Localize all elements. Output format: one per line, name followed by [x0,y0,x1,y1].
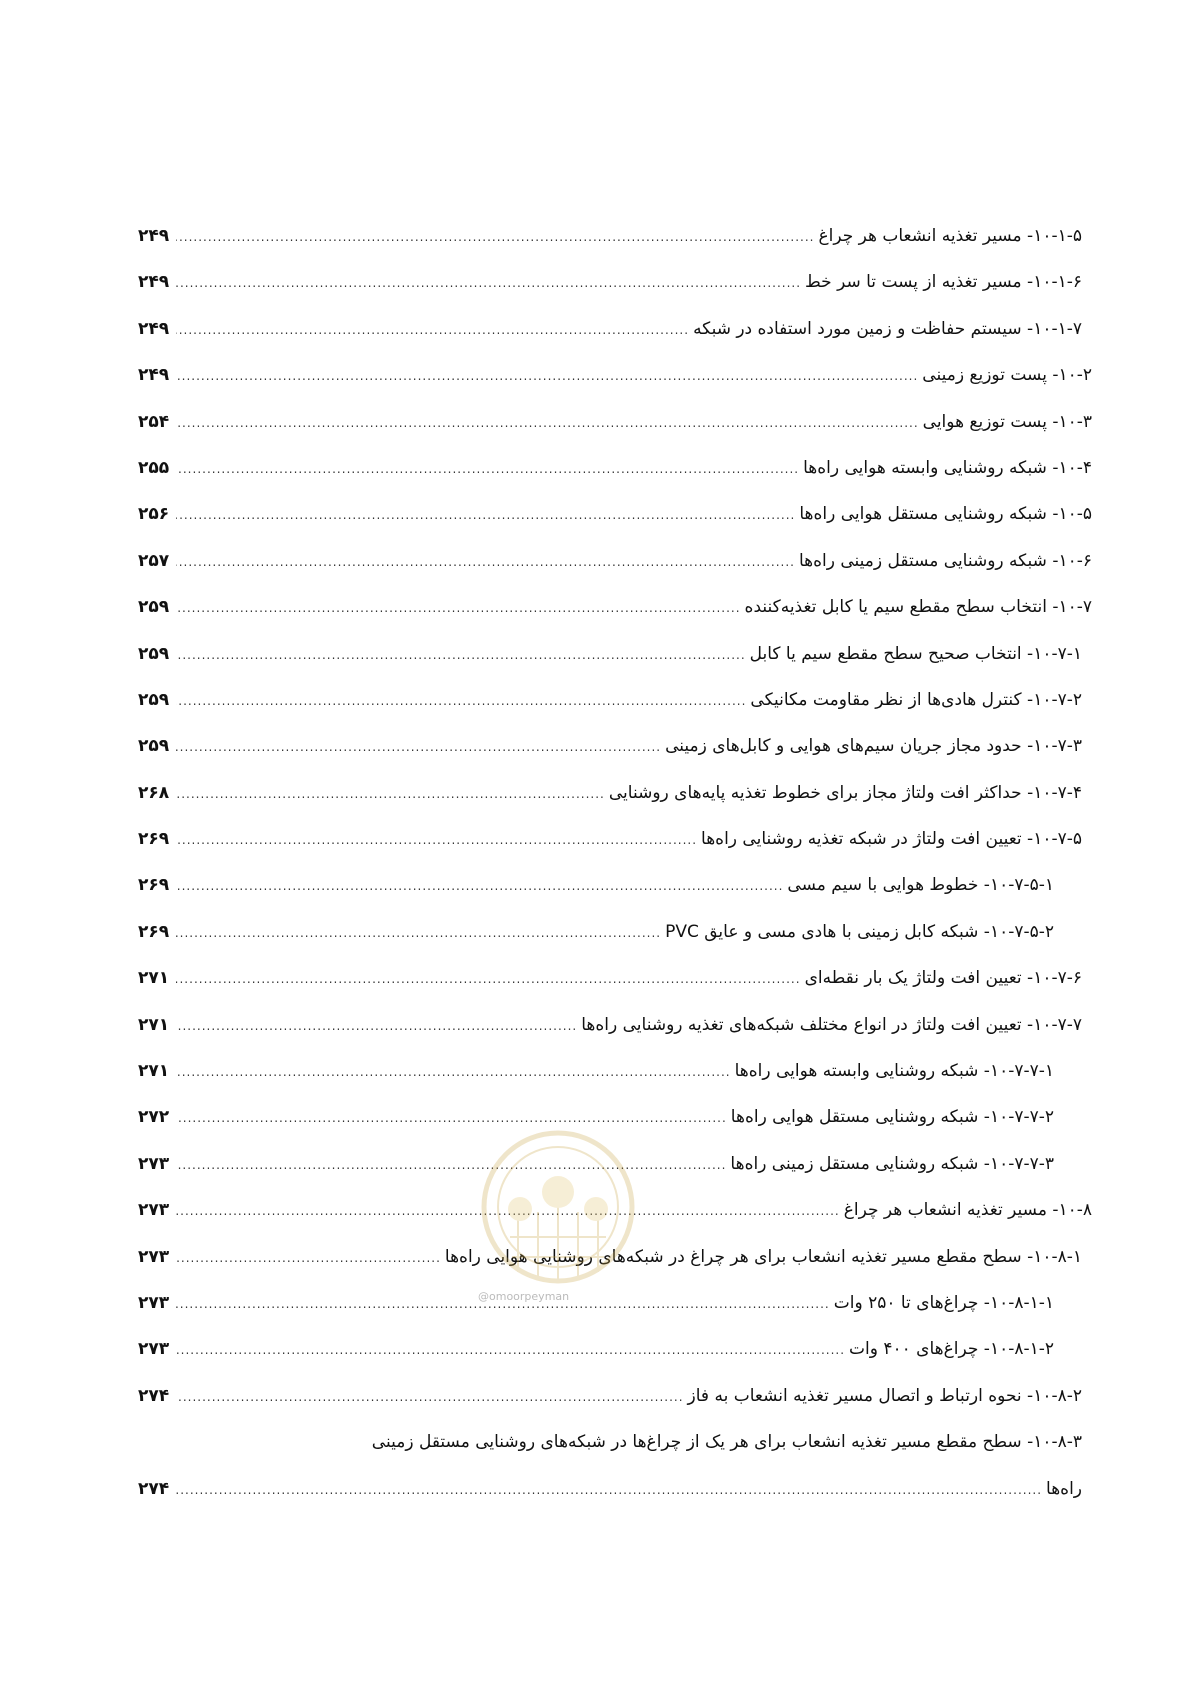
dot-leader [176,259,801,306]
toc-entry[interactable] [138,955,1092,1001]
toc-entry-page: ۲۶۹ [138,829,170,850]
toc-entry-page: ۲۷۱ [138,1061,170,1082]
toc-entry-title: ۱۰-۷-۱- انتخاب صحیح سطح مقطع سیم یا کابل [749,643,1082,664]
toc-entry-page: ۲۷۳ [138,1339,170,1360]
dot-leader [176,306,689,353]
dot-leader [176,631,746,678]
toc-entry[interactable] [138,306,1092,352]
toc-entry[interactable] [138,677,1092,723]
dot-leader [176,1094,727,1141]
toc-entry-wrapped-line[interactable]: ۱۰-۸-۳- سطح مقطع مسیر تغذیه انشعاب برای هر یک از چراغ‌ها در شبکه‌های روشنایی مستقل زمینی [371,1432,1082,1453]
dot-leader [176,909,661,956]
toc-entry-page: ۲۷۲ [138,1107,170,1128]
toc-entry-title: ۱۰-۸-۱-۲- چراغ‌های ۴۰۰ وات [849,1339,1054,1360]
dot-leader [176,491,795,538]
toc-entry-title: ۱۰-۷-۶- تعیین افت ولتاژ یک بار نقطه‌ای [804,968,1082,989]
toc-entry-page: ۲۵۴ [138,411,170,432]
dot-leader [176,677,746,724]
toc-entry-title: ۱۰-۵- شبکه روشنایی مستقل هوایی راه‌ها [799,504,1092,525]
toc-entry-page: ۲۷۳ [138,1200,170,1221]
toc-entry-title: ۱۰-۸-۱- سطح مقطع مسیر تغذیه انشعاب برای هر چراغ در شبکه‌های روشنایی هوایی راه‌ها [444,1246,1082,1267]
toc-entry-title: ۱۰-۴- شبکه روشنایی وابسته هوایی راه‌ها [803,457,1092,478]
toc-entry-page: ۲۷۱ [138,968,170,989]
toc-entry-title: ۱۰-۱-۶- مسیر تغذیه از پست تا سر خط [805,272,1082,293]
toc-entry[interactable] [138,491,1092,537]
dot-leader [176,816,697,863]
toc-entry-page: ۲۵۵ [138,457,170,478]
toc-entry[interactable] [138,1326,1092,1372]
toc-entry-page: ۲۴۹ [138,226,170,246]
toc-entry-title: ۱۰-۷-۷-۱- شبکه روشنایی وابسته هوایی راه‌ها [734,1061,1054,1082]
toc-entry-title: ۱۰-۶- شبکه روشنایی مستقل زمینی راه‌ها [798,550,1092,571]
toc-entry-title: ۱۰-۷-۲- کنترل هادی‌ها از نظر مقاومت مکانیکی [750,689,1082,710]
toc-entry[interactable] [138,584,1092,630]
toc-entry-title: ۱۰-۱-۷- سیستم حفاظت و زمین مورد استفاده در شبکه [693,318,1082,339]
toc-entry-page: ۲۷۱ [138,1014,170,1035]
toc-entry-page: ۲۶۹ [138,875,170,896]
dot-leader [176,862,783,909]
table-of-contents [138,213,1092,1512]
toc-entry-page: ۲۵۹ [138,597,170,618]
toc-entry[interactable] [138,538,1092,584]
toc-entry[interactable] [138,770,1092,816]
dot-leader [176,213,814,260]
toc-entry-page: ۲۵۹ [138,689,170,710]
toc-entry-page: ۲۵۹ [138,736,170,757]
toc-entry-page: ۲۵۶ [138,504,170,525]
toc-entry-page: ۲۴۹ [138,318,170,339]
dot-leader [176,1466,1042,1513]
toc-entry-title: ۱۰-۸-۲- نحوه ارتباط و اتصال مسیر تغذیه انشعاب به فاز [687,1385,1082,1406]
toc-entry-page: ۲۷۳ [138,1153,170,1174]
toc-entry-page: ۲۶۸ [138,782,170,803]
watermark-seal [478,1097,638,1302]
toc-entry-page: ۲۵۹ [138,643,170,664]
toc-entry[interactable] [138,1466,1092,1512]
toc-entry-page: ۲۷۴ [138,1478,170,1499]
toc-entry-title: ۱۰-۷-۵-۱- خطوط هوایی با سیم مسی [787,875,1054,896]
toc-entry-page: ۲۷۳ [138,1292,170,1313]
toc-entry[interactable] [138,445,1092,491]
toc-entry[interactable] [138,352,1092,398]
toc-entry-page: ۲۴۹ [138,272,170,293]
toc-entry-title: ۱۰-۷-۷-۲- شبکه روشنایی مستقل هوایی راه‌ها [730,1107,1054,1128]
dot-leader [176,770,605,817]
toc-entry-title: ۱۰-۸- مسیر تغذیه انشعاب هر چراغ [843,1200,1092,1221]
toc-entry[interactable] [138,259,1092,305]
toc-entry[interactable] [138,723,1092,769]
toc-entry-title: ۱۰-۸-۱-۱- چراغ‌های تا ۲۵۰ وات [833,1292,1054,1313]
toc-entry-title: ۱۰-۷-۳- حدود مجاز جریان سیم‌های هوایی و کابل‌های زمینی [665,736,1082,757]
dot-leader [176,445,799,492]
toc-entry[interactable] [138,213,1092,259]
dot-leader [176,955,801,1002]
dot-leader [176,538,795,585]
toc-entry[interactable] [138,1373,1092,1419]
dot-leader [176,1002,577,1049]
toc-entry[interactable] [138,631,1092,677]
toc-entry-title: ۱۰-۱-۵- مسیر تغذیه انشعاب هر چراغ [818,226,1082,246]
toc-entry-title: ۱۰-۲- پست توزیع زمینی [922,365,1092,386]
dot-leader [176,1373,684,1420]
toc-entry[interactable] [138,909,1092,955]
toc-entry-page: ۲۶۹ [138,921,170,942]
toc-entry-page: ۲۷۴ [138,1385,170,1406]
toc-entry[interactable] [138,862,1092,908]
toc-entry-title: ۱۰-۷- انتخاب سطح مقطع سیم یا کابل تغذیه‌کننده [744,597,1092,618]
toc-entry-title: ۱۰-۷-۷- تعیین افت ولتاژ در انواع مختلف شبکه‌های تغذیه روشنایی راه‌ها [581,1014,1082,1035]
toc-entry-title: ۱۰-۷-۵-۲- شبکه کابل زمینی با هادی مسی و عایق PVC [665,921,1054,942]
toc-entry-title: ۱۰-۷-۴- حداکثر افت ولتاژ مجاز برای خطوط تغذیه پایه‌های روشنایی [608,782,1082,803]
dot-leader [176,1234,441,1281]
toc-entry-page: ۲۷۳ [138,1246,170,1267]
dot-leader [176,1326,845,1373]
dot-leader [176,584,741,631]
dot-leader [176,1141,726,1188]
toc-entry-title: راه‌ها [1046,1478,1082,1499]
toc-entry-title: ۱۰-۷-۵- تعیین افت ولتاژ در شبکه تغذیه روشنایی راه‌ها [701,829,1082,850]
dot-leader [176,723,661,770]
dot-leader [176,1048,731,1095]
toc-entry-page: ۲۵۷ [138,550,170,571]
dot-leader [176,352,918,399]
toc-entry[interactable] [138,816,1092,862]
dot-leader [176,399,919,446]
toc-entry[interactable] [138,399,1092,445]
toc-entry-title: ۱۰-۳- پست توزیع هوایی [922,411,1092,432]
toc-entry[interactable] [138,1048,1092,1094]
toc-entry-title: ۱۰-۷-۷-۳- شبکه روشنایی مستقل زمینی راه‌ها [730,1153,1054,1174]
toc-entry[interactable] [138,1002,1092,1048]
toc-entry-page: ۲۴۹ [138,365,170,386]
watermark-handle: @omoorpeyman [478,1290,570,1303]
